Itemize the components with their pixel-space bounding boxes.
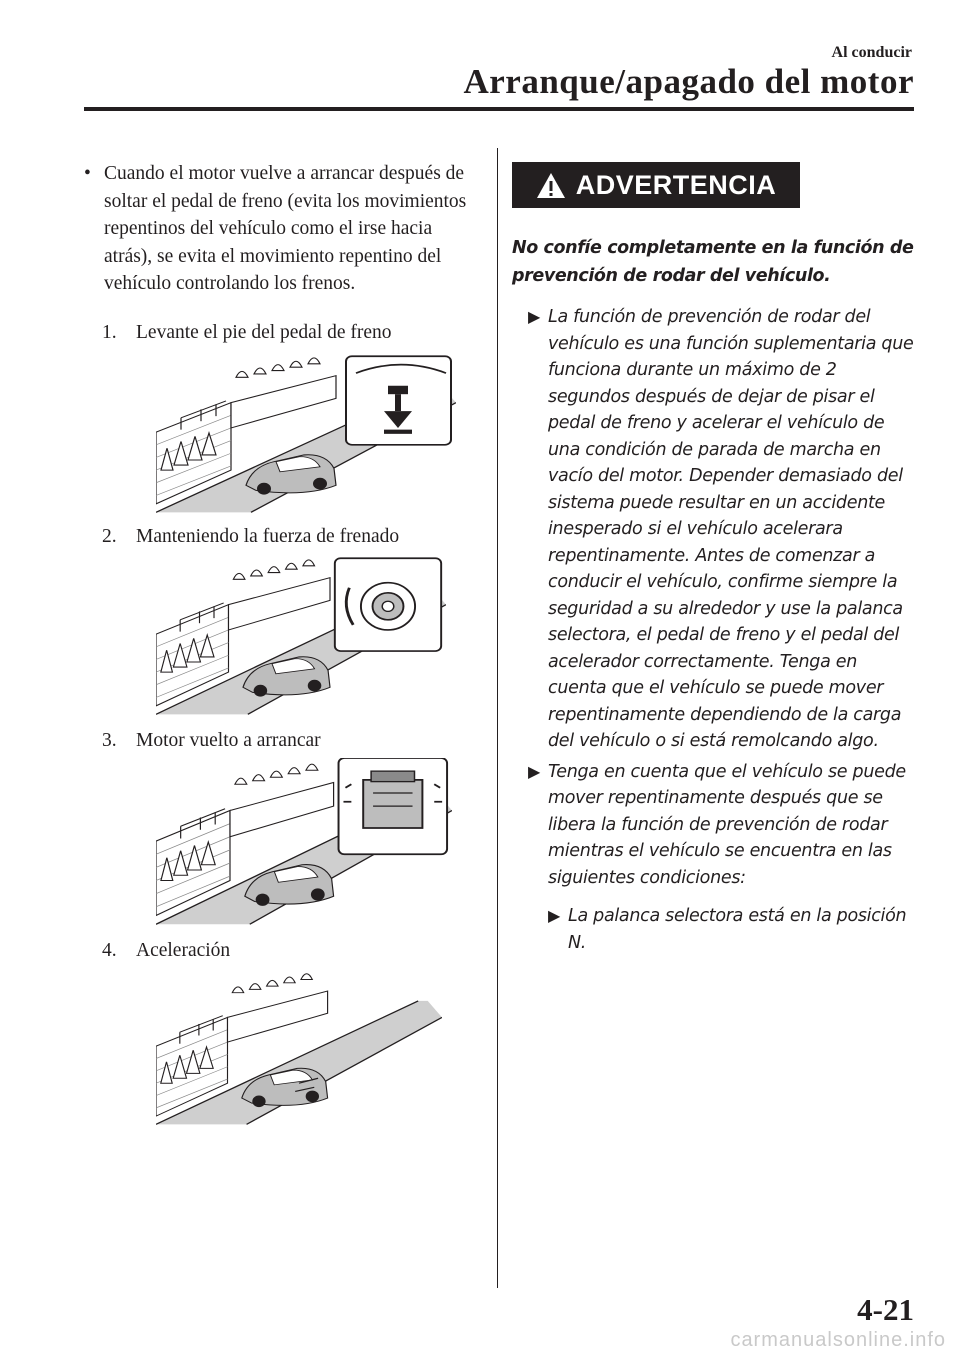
illustration-brake-release xyxy=(156,352,456,514)
column-divider xyxy=(497,148,498,1288)
right-column xyxy=(512,162,916,956)
warning-triangle-icon xyxy=(536,172,566,199)
illustration-acceleration xyxy=(156,968,442,1126)
brake-hold-icon xyxy=(335,558,441,651)
step-text: Motor vuelto a arrancar xyxy=(136,730,321,751)
step-number: 3. xyxy=(102,730,117,751)
step-label-4 xyxy=(102,940,230,962)
warning-item-text: La función de prevención de rodar del vehículo es una función suplementaria que funciona durante un máximo de 2 segundos después de dejar de pisar el pedal de freno y acelerar el vehículo de una condición de parada de marcha en vacío del motor. Depender demasiado del sistema puede resultar en un accidente inesperado si el vehículo acelerara repentinamente. Antes de comenzar a conducir el vehículo, confirme siempre la seguridad a su alrededor y use la palanca selectora, el pedal de freno y el pedal del acelerador correctamente. Tenga en cuenta que el vehículo se puede mover repentinamente dependiendo de la carga del vehículo o si está remolcando algo. xyxy=(548,307,914,751)
header-rule xyxy=(84,107,914,111)
left-column xyxy=(82,160,482,298)
step-number: 4. xyxy=(102,940,117,961)
warning-item-text: Tenga en cuenta que el vehículo se puede mover repentinamente después que se libera la función de prevención de rodar mientras el vehículo se encuentra en las siguientes condiciones: xyxy=(548,761,906,888)
page-title: Arranque/apagado del motor xyxy=(463,62,914,101)
bullet-text: Cuando el motor vuelve a arrancar después de soltar el pedal de freno (evita los movimientos repentinos del vehículo como el irse hacia atrás), se evita el movimiento repentino del vehículo controlando los frenos. xyxy=(104,163,467,294)
warning-banner-label: ADVERTENCIA xyxy=(575,169,777,200)
bullet-item xyxy=(82,160,482,298)
warning-item xyxy=(512,759,916,892)
step-text: Levante el pie del pedal de freno xyxy=(136,322,392,343)
step-number: 2. xyxy=(102,526,117,547)
engine-restart-icon xyxy=(339,758,448,854)
illustration-engine-restart xyxy=(156,758,452,926)
arrow-bullet-icon: ▶ xyxy=(528,761,541,781)
warning-sub-item xyxy=(532,903,916,956)
warning-item xyxy=(512,304,916,755)
brake-pedal-release-icon xyxy=(346,356,451,445)
warning-banner xyxy=(512,162,800,208)
warning-sub-item-text: La palanca selectora está en la posición N. xyxy=(568,906,907,953)
step-text: Manteniendo la fuerza de frenado xyxy=(136,526,400,547)
car-accelerating-icon xyxy=(156,974,442,1125)
bullet-marker: • xyxy=(84,163,91,184)
warning-heading: No confíe completamente en la función de prevención de rodar del vehículo. xyxy=(512,238,914,286)
step-label-1 xyxy=(102,322,392,344)
step-number: 1. xyxy=(102,322,117,343)
arrow-bullet-icon: ▶ xyxy=(548,906,561,925)
step-label-3 xyxy=(102,730,321,752)
header-section-label: Al conducir xyxy=(831,44,912,61)
step-text: Aceleración xyxy=(136,940,231,961)
watermark: carmanualsonline.info xyxy=(730,1329,946,1351)
illustration-brake-hold xyxy=(156,554,446,716)
arrow-bullet-icon: ▶ xyxy=(528,307,541,326)
step-label-2 xyxy=(102,526,399,548)
page-number: 4-21 xyxy=(857,1292,914,1327)
